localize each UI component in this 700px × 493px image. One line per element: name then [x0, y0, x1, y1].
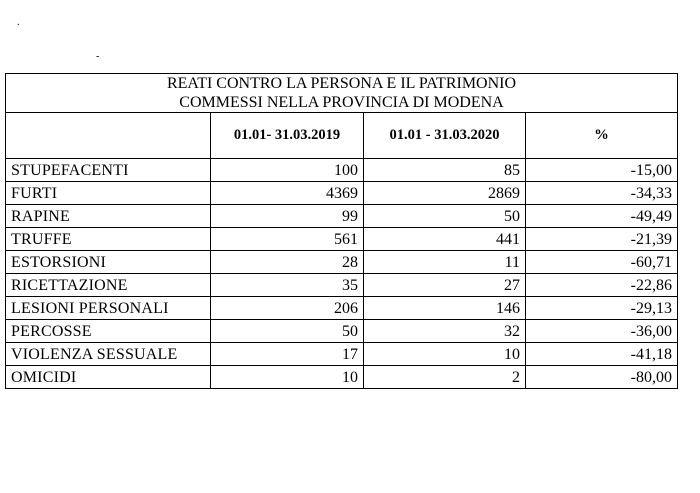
column-header-2020: 01.01 - 31.03.2020: [364, 113, 526, 159]
percent-change: -34,33: [526, 182, 678, 205]
table-row: [6, 366, 678, 389]
value-2019: 28: [211, 251, 364, 274]
crime-label: FURTI: [6, 182, 211, 205]
table-title: [6, 74, 678, 113]
value-2019: 100: [211, 159, 364, 182]
crime-label: RAPINE: [6, 205, 211, 228]
value-2019: 17: [211, 343, 364, 366]
value-2019: 35: [211, 274, 364, 297]
value-2020: 85: [364, 159, 526, 182]
table-row: [6, 205, 678, 228]
value-2019: 206: [211, 297, 364, 320]
value-2020: 441: [364, 228, 526, 251]
crime-label: PERCOSSE: [6, 320, 211, 343]
percent-change: -41,18: [526, 343, 678, 366]
crime-label: ESTORSIONI: [6, 251, 211, 274]
column-header-crime: [6, 113, 211, 159]
value-2020: 2: [364, 366, 526, 389]
crime-label: STUPEFACENTI: [6, 159, 211, 182]
table-row: [6, 182, 678, 205]
percent-change: -21,39: [526, 228, 678, 251]
crime-label: VIOLENZA SESSUALE: [6, 343, 211, 366]
column-header-2019: 01.01- 31.03.2019: [211, 113, 364, 159]
value-2020: 10: [364, 343, 526, 366]
table-row: [6, 297, 678, 320]
crime-label: RICETTAZIONE: [6, 274, 211, 297]
table-row: [6, 159, 678, 182]
value-2020: 32: [364, 320, 526, 343]
percent-change: -36,00: [526, 320, 678, 343]
value-2019: 4369: [211, 182, 364, 205]
table-row: [6, 274, 678, 297]
crime-label: OMICIDI: [6, 366, 211, 389]
table-title-line-1: REATI CONTRO LA PERSONA E IL PATRIMONIO: [166, 75, 517, 92]
crime-label: LESIONI PERSONALI: [6, 297, 211, 320]
table-title-line-2: COMMESSI NELLA PROVINCIA DI MODENA: [179, 94, 504, 111]
value-2019: 99: [211, 205, 364, 228]
value-2020: 50: [364, 205, 526, 228]
value-2020: 11: [364, 251, 526, 274]
crime-label: TRUFFE: [6, 228, 211, 251]
table-title-row: [6, 74, 678, 113]
stray-dash-mark: -: [96, 51, 100, 62]
value-2019: 50: [211, 320, 364, 343]
value-2020: 27: [364, 274, 526, 297]
value-2020: 2869: [364, 182, 526, 205]
crime-statistics-table: [5, 73, 678, 389]
table-row: [6, 228, 678, 251]
stray-dot-mark: .: [17, 17, 20, 28]
percent-change: -22,86: [526, 274, 678, 297]
percent-change: -15,00: [526, 159, 678, 182]
value-2019: 10: [211, 366, 364, 389]
value-2020: 146: [364, 297, 526, 320]
value-2019: 561: [211, 228, 364, 251]
column-header-row: [6, 113, 678, 159]
table-row: [6, 251, 678, 274]
table-row: [6, 343, 678, 366]
column-header-percent: %: [526, 113, 678, 159]
percent-change: -60,71: [526, 251, 678, 274]
percent-change: -49,49: [526, 205, 678, 228]
table-row: [6, 320, 678, 343]
percent-change: -80,00: [526, 366, 678, 389]
percent-change: -29,13: [526, 297, 678, 320]
